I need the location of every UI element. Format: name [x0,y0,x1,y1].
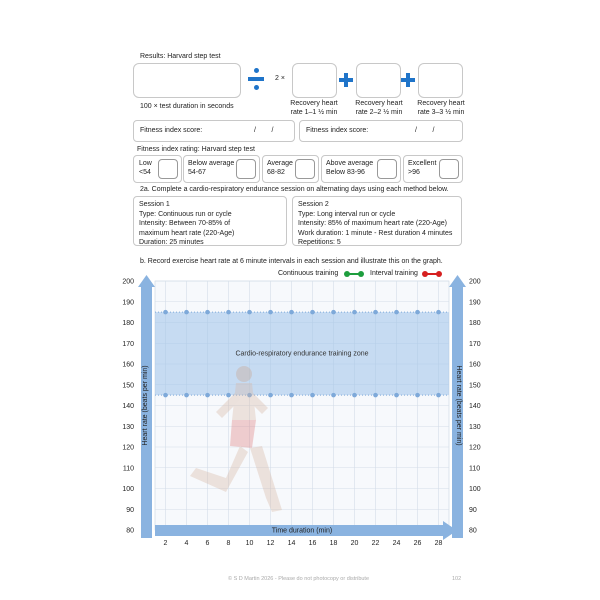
zone-upper-marker [163,310,168,315]
session-title: Session 2 [298,201,329,208]
task-2a: 2a. Complete a cardio-respiratory endurance session on alternating days using each method below. [140,186,449,193]
y-tick-label-right: 120 [469,444,481,452]
rating-title: Fitness index rating: Harvard step test [137,146,255,153]
y-tick-label-left: 140 [122,403,134,410]
zone-upper-marker [436,310,441,315]
rating-low: Low <54 [133,155,182,183]
zone-lower-marker [394,393,399,398]
y-tick-label-left: 90 [126,506,134,514]
y-tick-label-left: 160 [122,361,134,369]
zone-lower-marker [226,393,231,398]
task-b: b. Record exercise heart rate at 6 minute intervals in each session and illustrate this on the graph. [140,258,443,265]
zone-lower-marker [352,393,357,398]
zone-upper-marker [289,310,294,315]
zone-upper-marker [226,310,231,315]
zone-lower-marker [436,393,441,398]
zone-lower-marker [373,393,378,398]
left-axis-arrow [138,275,155,287]
zone-lower-marker [331,393,336,398]
x-tick-label: 16 [308,540,317,547]
zone-upper-marker [184,310,189,315]
zone-lower-marker [268,393,273,398]
results-title: Results: Harvard step test [140,53,221,60]
copyright-notice: © S D Martin 2026 - Please do not photocopy or distribute [228,576,370,582]
y-tick-label-right: 100 [469,486,481,493]
denominator-label: 100 × test duration in seconds [140,103,234,110]
zone-upper-marker [205,310,210,315]
y-tick-label-right: 150 [469,382,481,390]
right-axis-arrow [449,275,466,287]
legend-continuous: Continuous training [278,270,339,277]
y-tick-label-left: 190 [122,299,134,307]
y-tick-label-left: 110 [122,465,134,473]
x-tick-label: 18 [329,540,338,547]
y-tick-label-left: 130 [122,423,134,431]
y-tick-label-left: 100 [122,486,134,493]
x-tick-label: 2 [163,540,168,547]
zone-upper-marker [352,310,357,315]
y-tick-label-left: 200 [122,278,134,286]
zone-upper-marker [373,310,378,315]
zone-lower-marker [205,393,210,398]
y-tick-label-right: 160 [469,361,481,369]
y-tick-label-right: 80 [469,527,477,535]
y-tick-label-right: 190 [469,299,481,307]
session-2-card: Session 2 Type: Long interval run or cycle Intensity: 85% of maximum heart rate (220-Age) Work duration: 1 minute - Rest duration 4 minutes Repetitions: 5 [292,196,462,246]
y-tick-label-right: 170 [469,340,481,348]
zone-upper-marker [394,310,399,315]
zone-lower-marker [289,393,294,398]
x-tick-label: 20 [350,540,359,547]
score-slashes: / / [415,127,435,134]
zone-lower-marker [163,393,168,398]
x-axis-label: Time duration (min) [271,527,333,535]
multiplier-label: 2 × [275,75,285,82]
zone-upper-marker [247,310,252,315]
y-tick-label-right: 110 [469,465,481,473]
rating-excellent: Excellent >96 [403,155,463,183]
x-tick-label: 12 [266,540,275,547]
y-tick-label-left: 150 [122,382,134,390]
zone-upper-marker [415,310,420,315]
zone-label: Cardio-respiratory endurance training zone [235,350,369,358]
y-tick-label-right: 90 [469,506,477,514]
session-title: Session 1 [139,201,170,208]
y-tick-label-right: 180 [469,320,481,327]
fitness-score-label: Fitness index score: [140,127,203,134]
zone-lower-marker [415,393,420,398]
recovery-label-1: Recovery heart rate 1–1 ½ min [290,100,338,116]
zone-upper-marker [268,310,273,315]
x-tick-label: 4 [184,540,189,547]
y-axis-label-right: Heart rate (beats per min) [455,365,462,446]
x-tick-label: 26 [413,540,422,547]
rating-average: Average 68-82 [262,155,319,183]
recovery-label-2: Recovery heart rate 2–2 ½ min [355,100,403,116]
y-tick-label-left: 120 [122,444,134,452]
x-tick-label: 22 [371,540,380,547]
x-tick-label: 14 [287,540,296,547]
x-tick-label: 24 [392,540,401,547]
zone-lower-marker [184,393,189,398]
score-slashes: / / [254,127,274,134]
y-tick-label-left: 180 [122,320,134,327]
x-tick-label: 6 [205,540,210,547]
y-axis-label-left: Heart rate (beats per min) [142,365,149,446]
y-tick-label-left: 80 [126,527,134,535]
recovery-label-3: Recovery heart rate 3–3 ½ min [417,100,465,116]
zone-upper-marker [331,310,336,315]
y-tick-label-left: 170 [122,340,134,348]
page-number: 102 [452,576,462,582]
zone-lower-marker [310,393,315,398]
legend-interval: Interval training [370,270,418,277]
fitness-score-label: Fitness index score: [306,127,369,134]
y-tick-label-right: 140 [469,403,481,410]
rating-below-average: Below average 54-67 [183,155,260,183]
y-tick-label-right: 130 [469,423,481,431]
x-tick-label: 8 [226,540,231,547]
y-tick-label-right: 200 [469,278,481,286]
x-tick-label: 10 [245,540,254,547]
x-tick-label: 28 [434,540,443,547]
rating-above-average: Above average Below 83-96 [321,155,401,183]
session-1-card: Session 1 Type: Continuous run or cycle Intensity: Between 70-85% of maximum heart rate (220-Age) Duration: 25 minutes [133,196,287,246]
zone-upper-marker [310,310,315,315]
